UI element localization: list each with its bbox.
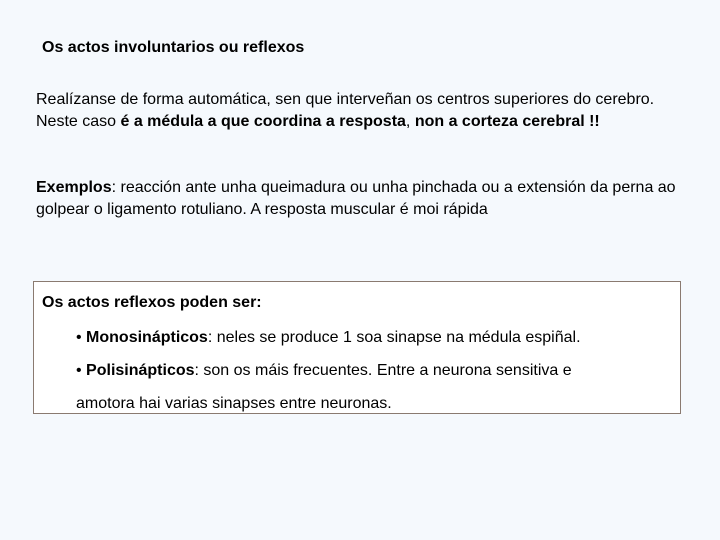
term-polisinapticos: Polisinápticos [86,362,195,379]
definition-line-1: Realízanse de forma automática, sen que interveñan os centros superiores do cerebro. [36,91,655,108]
examples-text: : reacción ante unha queimadura ou unha pinchada ou a extensión da perna ao golpear o ligamento rotuliano. A resposta muscular é moi rápida [36,179,676,218]
definition-separator: , [405,113,415,130]
definition-emphasis-corteza: non a corteza cerebral !! [414,113,600,130]
bullet: • [76,362,87,379]
polisinapticos-description: : son os máis frecuentes. Entre a neurona sensitiva e [194,362,572,379]
paragraph-definition [36,89,696,133]
polisinapticos-continuation: amotora hai varias sinapses entre neuronas. [76,395,392,412]
bullet: • [76,329,87,346]
examples-label: Exemplos [36,179,112,196]
reflex-types-title: Os actos reflexos poden ser: [42,294,262,311]
term-monosinapticos: Monosinápticos [86,329,208,346]
paragraph-examples [36,177,696,221]
definition-emphasis-medula: é a médula a que coordina a resposta [120,113,406,130]
monosinapticos-description: : neles se produce 1 soa sinapse na médula espiñal. [207,329,581,346]
list-item-monosinapticos [76,329,581,347]
list-item-polisinapticos [76,362,572,380]
definition-line-2-start: Neste caso [36,113,121,130]
slide-title: Os actos involuntarios ou reflexos [42,39,305,56]
reflex-types-box [33,281,681,414]
